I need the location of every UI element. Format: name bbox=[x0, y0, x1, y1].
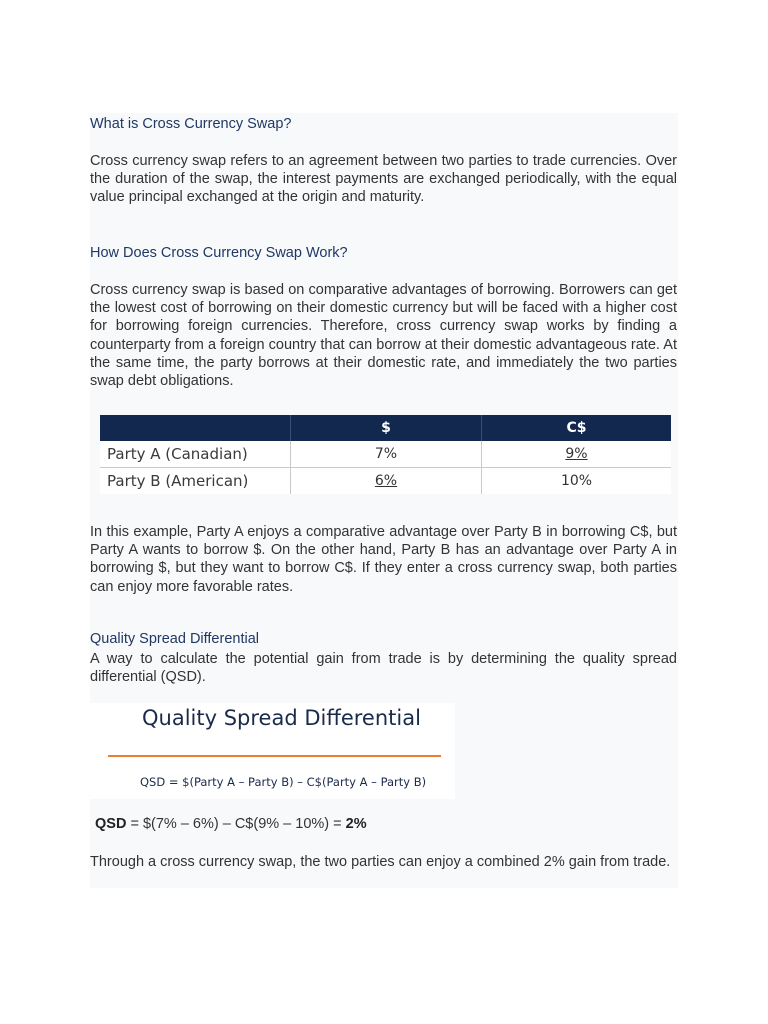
borrowing-rates-table bbox=[100, 415, 671, 494]
qsd-calc-expression: = $(7% – 6%) – C$(9% – 10%) = bbox=[126, 816, 346, 832]
party-name-cell: Party B (American) bbox=[107, 472, 249, 490]
what-paragraph: Cross currency swap refers to an agreement between two parties to trade currencies. Over the duration of the swap, the interest payments are exchanged periodically, with the equal value principal exchanged at the origin and maturity. bbox=[90, 153, 677, 206]
table-header-row bbox=[100, 415, 671, 441]
qsd-calc-label: QSD bbox=[95, 816, 127, 832]
table-header-usd: $ bbox=[291, 415, 482, 441]
cad-rate-cell: 9% bbox=[482, 441, 672, 468]
qsd-card-title: Quality Spread Differential bbox=[142, 706, 421, 730]
qsd-paragraph: A way to calculate the potential gain from trade is by determining the quality spread differential (QSD). bbox=[90, 651, 677, 686]
table-row bbox=[100, 468, 671, 495]
cad-rate-cell: 10% bbox=[482, 468, 672, 495]
qsd-card-divider bbox=[108, 755, 441, 757]
usd-rate-cell: 7% bbox=[291, 441, 482, 468]
qsd-card-formula: QSD = $(Party A – Party B) – C$(Party A – Party B) bbox=[140, 775, 427, 789]
table-header-party bbox=[100, 415, 291, 441]
what-heading: What is Cross Currency Swap? bbox=[90, 116, 292, 132]
how-paragraph: Cross currency swap is based on comparative advantages of borrowing. Borrowers can get the lowest cost of borrowing on their domestic currency but will be faced with a higher cost for borrowing foreign currencies. Therefore, cross currency swap works by finding a counterparty from a foreign country that can borrow at their domestic advantageous rate. At the same time, the party borrows at their domestic rate, and immediately the two parties swap debt obligations. bbox=[90, 282, 677, 390]
party-name-cell: Party A (Canadian) bbox=[100, 441, 291, 468]
example-paragraph: In this example, Party A enjoys a comparative advantage over Party B in borrowing C$, but Party A wants to borrow $. On the other hand, Party B has an advantage over Party A in borrowing $, but they want to borrow C$. If they enter a cross currency swap, both parties can enjoy more favorable rates. bbox=[90, 524, 677, 595]
usd-rate-cell: 6% bbox=[291, 468, 482, 495]
how-heading: How Does Cross Currency Swap Work? bbox=[90, 245, 348, 261]
qsd-heading: Quality Spread Differential bbox=[90, 631, 259, 647]
table-header-cad: C$ bbox=[482, 415, 672, 441]
conclusion-paragraph: Through a cross currency swap, the two parties can enjoy a combined 2% gain from trade. bbox=[90, 854, 671, 870]
table-row bbox=[100, 441, 671, 468]
qsd-formula-card bbox=[90, 703, 455, 799]
qsd-calculation bbox=[95, 816, 367, 832]
qsd-calc-result: 2% bbox=[345, 816, 367, 832]
